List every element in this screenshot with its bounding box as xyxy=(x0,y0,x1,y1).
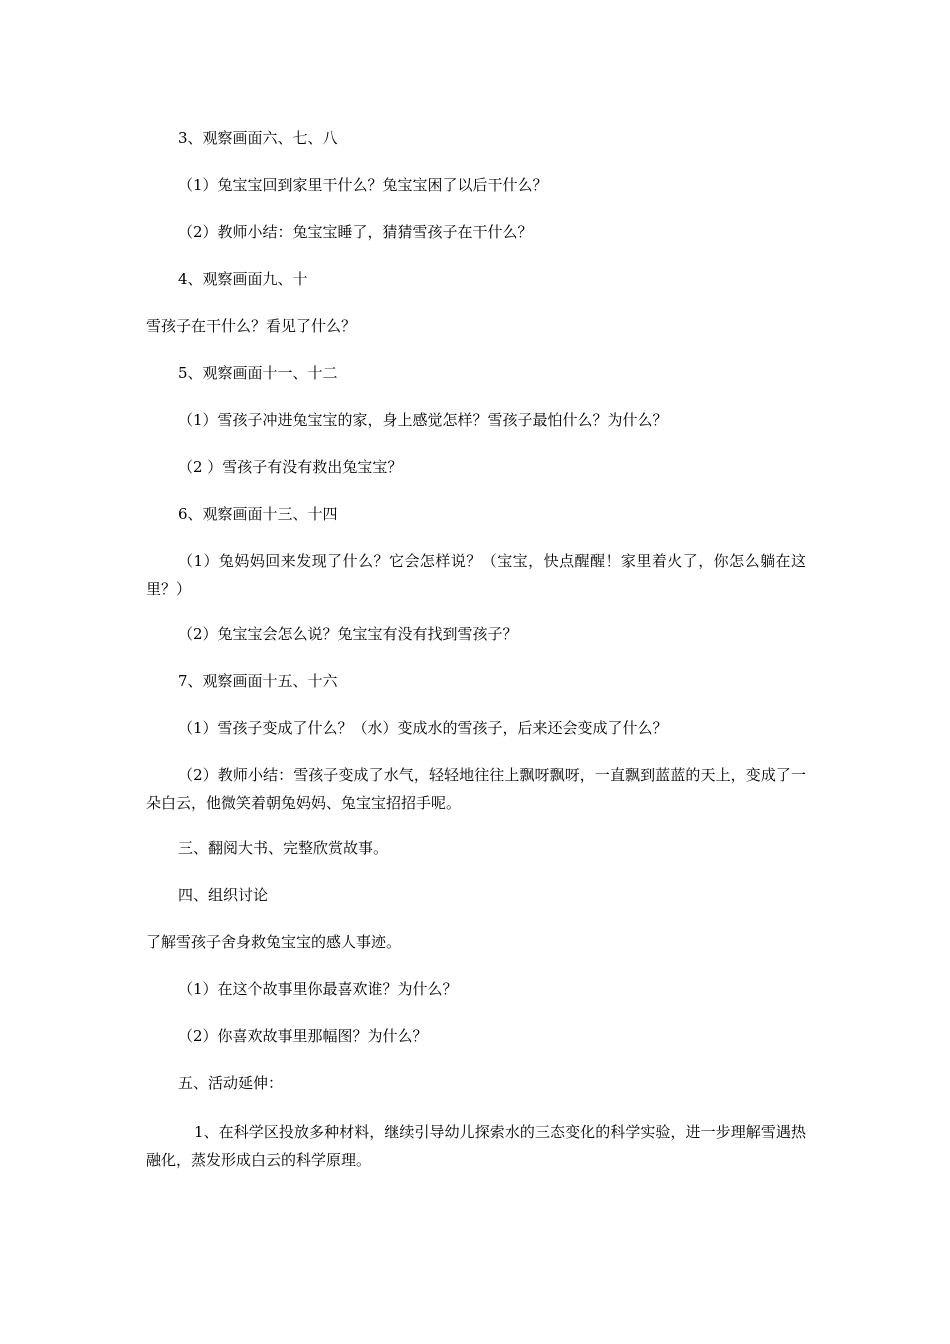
discussion-intro: 了解雪孩子舍身救兔宝宝的感人事迹。 xyxy=(146,933,402,951)
summary-paragraph: （2）教师小结：雪孩子变成了水气，轻轻地往往上飘呀飘呀，一直飘到蓝蓝的天上，变成了一朵白云，他微笑着朝兔妈妈、兔宝宝招招手呢。 xyxy=(146,766,806,812)
question-paragraph: （1）雪孩子冲进兔宝宝的家，身上感觉怎样？雪孩子最怕什么？为什么？ xyxy=(178,411,668,429)
question-paragraph: （1）兔宝宝回到家里干什么？兔宝宝困了以后干什么？ xyxy=(178,176,548,194)
question-paragraph: （1）雪孩子变成了什么？（水）变成水的雪孩子，后来还会变成了什么？ xyxy=(178,719,668,737)
section-heading-6: 6、观察画面十三、十四 xyxy=(178,505,338,523)
question-paragraph: （2）你喜欢故事里那幅图？为什么？ xyxy=(178,1027,428,1045)
summary-paragraph: （2）教师小结：兔宝宝睡了，猜猜雪孩子在干什么？ xyxy=(178,223,533,241)
extension-paragraph: 1、在科学区投放多种材料，继续引导幼儿探索水的三态变化的科学实验，进一步理解雪遇热融化，蒸发形成白云的科学原理。 xyxy=(146,1123,806,1169)
question-paragraph: （2 ）雪孩子有没有救出兔宝宝？ xyxy=(178,458,403,476)
question-paragraph: （2）兔宝宝会怎么说？兔宝宝有没有找到雪孩子？ xyxy=(178,625,518,643)
section-heading-four: 四、组织讨论 xyxy=(178,886,269,904)
question-paragraph: （1）在这个故事里你最喜欢谁？为什么？ xyxy=(178,980,458,998)
question-paragraph: 雪孩子在干什么？看见了什么？ xyxy=(146,317,357,335)
section-heading-3: 3、观察画面六、七、八 xyxy=(178,129,338,147)
section-heading-five: 五、活动延伸： xyxy=(178,1074,284,1092)
section-heading-4: 4、观察画面九、十 xyxy=(178,270,308,288)
section-heading-5: 5、观察画面十一、十二 xyxy=(178,364,338,382)
question-paragraph: （1）兔妈妈回来发现了什么？它会怎样说？（宝宝，快点醒醒！家里着火了，你怎么躺在这里？） xyxy=(146,552,806,598)
section-heading-7: 7、观察画面十五、十六 xyxy=(178,672,338,690)
section-heading-three: 三、翻阅大书、完整欣赏故事。 xyxy=(178,839,389,857)
